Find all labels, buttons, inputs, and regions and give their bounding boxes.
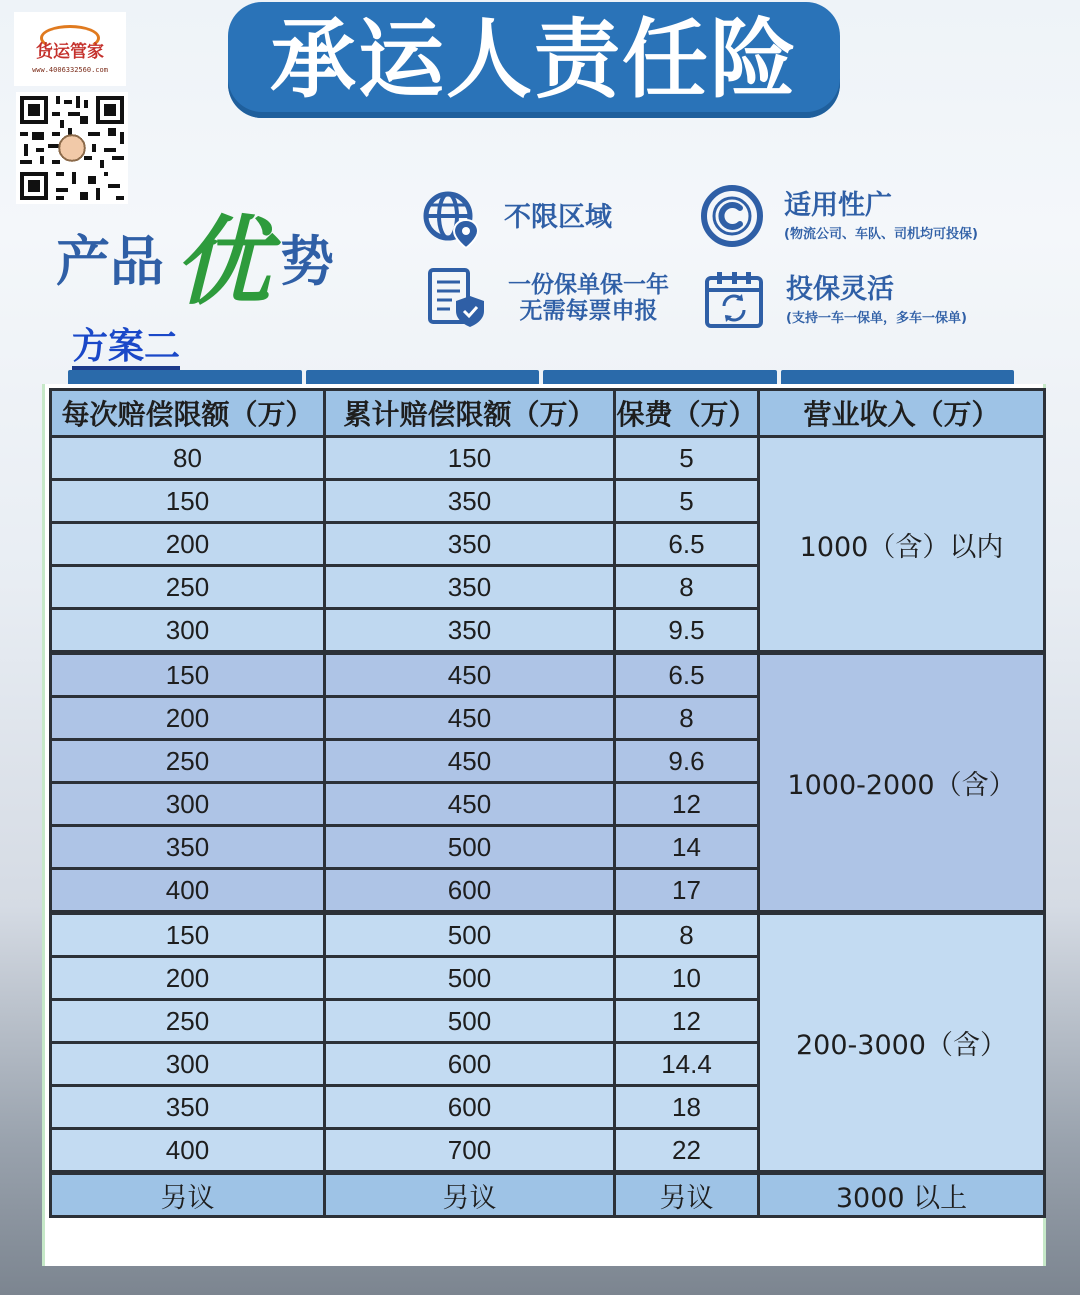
per-claim-limit-cell: 400 [51, 869, 325, 913]
table-top-tab [306, 370, 540, 384]
premium-cell: 8 [615, 913, 759, 957]
document-shield-icon [424, 266, 488, 330]
aggregate-limit-cell: 350 [325, 566, 615, 609]
per-claim-limit-cell: 250 [51, 566, 325, 609]
feature-one-year-policy [424, 266, 669, 330]
globe-location-icon [420, 186, 484, 250]
logo-url: www.4006332560.com [32, 65, 108, 74]
aggregate-limit-cell: 另议 [325, 1173, 615, 1217]
premium-cell: 另议 [615, 1173, 759, 1217]
aggregate-limit-cell: 600 [325, 1086, 615, 1129]
per-claim-limit-cell: 150 [51, 480, 325, 523]
plan-label: 方案二 [72, 328, 180, 371]
aggregate-limit-cell: 350 [325, 523, 615, 566]
advantage-heading [56, 190, 334, 318]
per-claim-limit-cell: 150 [51, 653, 325, 697]
aggregate-limit-cell: 700 [325, 1129, 615, 1173]
aggregate-limit-cell: 150 [325, 437, 615, 480]
aggregate-limit-cell: 500 [325, 1000, 615, 1043]
column-header-per-claim-limit: 每次赔偿限额（万） [51, 390, 325, 437]
column-header-revenue: 营业收入（万） [759, 390, 1045, 437]
aggregate-limit-cell: 500 [325, 957, 615, 1000]
aggregate-limit-cell: 350 [325, 480, 615, 523]
feature-flexible-enrollment [702, 268, 967, 332]
revenue-cell: 1000（含）以内 [759, 437, 1045, 653]
advantage-heading-highlight: 优 [174, 206, 270, 318]
table-top-tab [68, 370, 302, 384]
page-title: 承运人责任险 [270, 10, 798, 110]
qr-code-icon [16, 92, 128, 204]
revenue-cell: 3000 以上 [759, 1173, 1045, 1217]
per-claim-limit-cell: 250 [51, 740, 325, 783]
premium-cell: 5 [615, 437, 759, 480]
logo-name: 货运管家 [36, 41, 104, 62]
premium-cell: 18 [615, 1086, 759, 1129]
premium-cell: 17 [615, 869, 759, 913]
copyright-circle-icon [700, 184, 764, 248]
per-claim-limit-cell: 200 [51, 957, 325, 1000]
per-claim-limit-cell: 350 [51, 1086, 325, 1129]
feature-wide-applicability [700, 184, 978, 248]
aggregate-limit-cell: 350 [325, 609, 615, 653]
per-claim-limit-cell: 150 [51, 913, 325, 957]
premium-cell: 6.5 [615, 523, 759, 566]
per-claim-limit-cell: 300 [51, 1043, 325, 1086]
aggregate-limit-cell: 450 [325, 783, 615, 826]
feature-note: (支持一车一保单，多车一保单) [786, 311, 967, 327]
aggregate-limit-cell: 450 [325, 740, 615, 783]
revenue-cell: 1000-2000（含） [759, 653, 1045, 913]
premium-table [49, 388, 1046, 1218]
premium-table-container [42, 384, 1046, 1266]
premium-cell: 6.5 [615, 653, 759, 697]
premium-cell: 9.6 [615, 740, 759, 783]
premium-cell: 8 [615, 566, 759, 609]
per-claim-limit-cell: 400 [51, 1129, 325, 1173]
premium-cell: 12 [615, 783, 759, 826]
aggregate-limit-cell: 450 [325, 653, 615, 697]
feature-label: 投保灵活 [786, 273, 894, 305]
premium-cell: 5 [615, 480, 759, 523]
per-claim-limit-cell: 200 [51, 697, 325, 740]
per-claim-limit-cell: 200 [51, 523, 325, 566]
table-row [51, 653, 1045, 697]
aggregate-limit-cell: 450 [325, 697, 615, 740]
advantage-heading-part3: 势 [280, 230, 334, 293]
premium-cell: 12 [615, 1000, 759, 1043]
per-claim-limit-cell: 250 [51, 1000, 325, 1043]
brand-logo [14, 12, 126, 86]
per-claim-limit-cell: 80 [51, 437, 325, 480]
aggregate-limit-cell: 600 [325, 869, 615, 913]
table-row [51, 913, 1045, 957]
premium-cell: 14.4 [615, 1043, 759, 1086]
premium-cell: 9.5 [615, 609, 759, 653]
feature-label-line2: 无需每票申报 [519, 298, 658, 324]
feature-label: 不限区域 [504, 202, 612, 234]
column-header-premium: 保费（万） [615, 390, 759, 437]
title-banner [228, 2, 840, 118]
revenue-cell: 200-3000（含） [759, 913, 1045, 1173]
feature-note: (物流公司、车队、司机均可投保) [784, 227, 978, 243]
premium-cell: 8 [615, 697, 759, 740]
table-header-row [51, 390, 1045, 437]
column-header-aggregate-limit: 累计赔偿限额（万） [325, 390, 615, 437]
table-footer-row [51, 1173, 1045, 1217]
per-claim-limit-cell: 350 [51, 826, 325, 869]
per-claim-limit-cell: 300 [51, 609, 325, 653]
advantage-heading-part1: 产品 [56, 230, 164, 293]
premium-cell: 10 [615, 957, 759, 1000]
table-top-tab [781, 370, 1015, 384]
table-top-tab [543, 370, 777, 384]
aggregate-limit-cell: 500 [325, 913, 615, 957]
feature-unlimited-region [420, 186, 612, 250]
feature-label: 适用性广 [784, 189, 892, 221]
aggregate-limit-cell: 500 [325, 826, 615, 869]
aggregate-limit-cell: 600 [325, 1043, 615, 1086]
premium-cell: 22 [615, 1129, 759, 1173]
calendar-refresh-icon [702, 268, 766, 332]
premium-cell: 14 [615, 826, 759, 869]
per-claim-limit-cell: 另议 [51, 1173, 325, 1217]
table-row [51, 437, 1045, 480]
table-top-strip [68, 370, 1014, 384]
feature-label: 一份保单保一年 [508, 271, 669, 298]
per-claim-limit-cell: 300 [51, 783, 325, 826]
